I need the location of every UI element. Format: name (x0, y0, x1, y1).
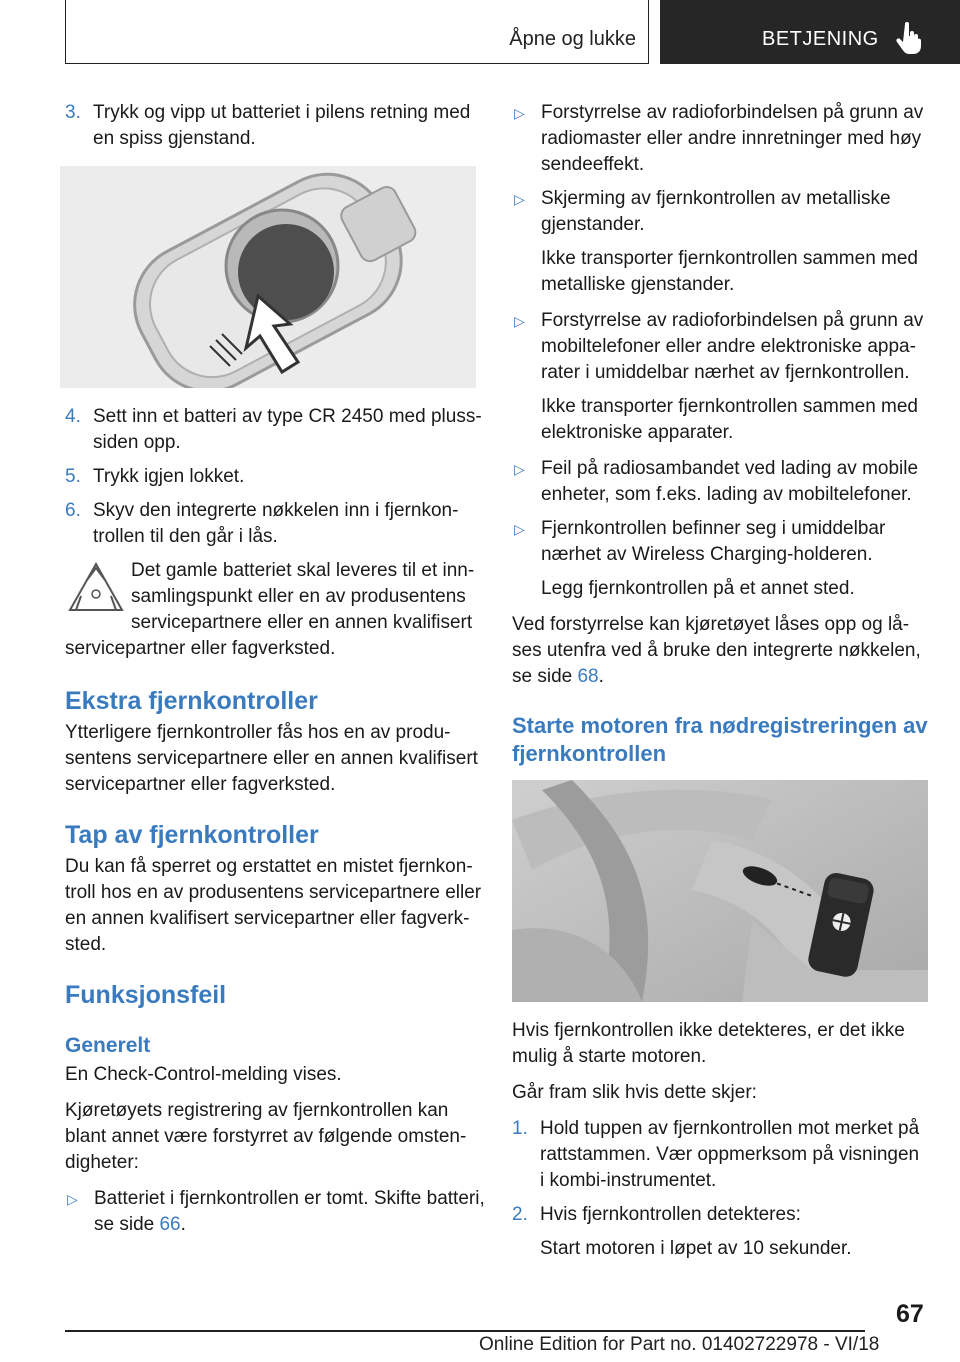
paragraph-general-2: Kjøretøyets registrering av fjernkontrollen kan blant annet være forstyrret av følgende omstendigheter: (65, 1100, 467, 1173)
step-number: 1. (512, 1118, 528, 1139)
heading-general: Generelt (65, 1034, 151, 1057)
bullet-radio-masts (512, 100, 928, 178)
bullet-mobile-phones (512, 308, 928, 386)
remote-battery-image (60, 166, 476, 388)
footer-divider (65, 1330, 865, 1332)
footer-edition: Online Edition for Part no. 01402722978 - VI/18 (479, 1334, 880, 1355)
bullet-text: Skjerming av fjernkontrollen av metalliske gjenstander. (541, 188, 891, 235)
triangle-right-icon: ▷ (514, 461, 525, 477)
triangle-right-icon: ▷ (514, 105, 525, 121)
bullet-shielding (512, 186, 928, 238)
step-text: Trykk igjen lokket. (93, 466, 245, 487)
bullet-text: Feil på radiosambandet ved lading av mobile enheter, som f.eks. lading av mobiltelefoner. (541, 458, 919, 505)
step-number: 3. (65, 102, 81, 123)
paragraph-lock (512, 612, 928, 690)
steering-column-illustration (512, 780, 928, 1002)
paragraph-general-1: En Check-Control-melding vises. (65, 1064, 342, 1085)
header-section-box (65, 0, 649, 64)
step-6 (65, 498, 485, 550)
bullet-text: Fjernkontrollen befinner seg i umiddelbar nærhet av Wireless Charging-holderen. (541, 518, 886, 565)
step-text: Hvis fjernkontrollen detekteres: (540, 1204, 801, 1225)
right-column (512, 100, 928, 1272)
triangle-right-icon: ▷ (67, 1191, 78, 1207)
recycle-text: Det gamle batteriet skal leveres til et innsamlingspunkt eller en av produsentens servicepartnere eller en annen kvalifisert servicepartner eller fagverksted. (65, 560, 475, 659)
bullet-battery-empty (65, 1186, 485, 1238)
step-4 (65, 404, 485, 456)
triangle-right-icon: ▷ (514, 313, 525, 329)
lock-end: . (598, 666, 604, 687)
key-battery-illustration (60, 166, 476, 388)
step-text: Hold tuppen av fjernkontrollen mot merket på rattstammen. Vær oppmerksom på visningen i kombi-instrumentet. (540, 1118, 920, 1191)
lock-text: Ved forstyrrelse kan kjøretøyet låses opp og låses utenfra ved å bruke den integrerte nøkkelen, se side (512, 614, 921, 687)
step-text: Trykk og vipp ut batteriet i pilens retning med en spiss gjenstand. (93, 102, 471, 149)
start-step-2 (512, 1202, 928, 1228)
bullet-text (94, 1186, 485, 1238)
step-text: Skyv den integrerte nøkkelen inn i fjernkontrollen til den går i lås. (93, 500, 459, 547)
start-step-1 (512, 1116, 928, 1194)
recycle-icon (65, 558, 127, 630)
header-chapter-box (660, 0, 960, 64)
step-text: Sett inn et batteri av type CR 2450 med pluss-siden opp. (93, 406, 482, 453)
bullet-note: Legg fjernkontrollen på et annet sted. (541, 578, 855, 599)
chapter-title: BETJENING (762, 28, 879, 50)
section-title: Åpne og lukke (509, 28, 636, 50)
paragraph-not-detected: Hvis fjernkontrollen ikke detekteres, er det ikke mulig å starte motoren. (512, 1020, 905, 1067)
heading-extra-remotes: Ekstra fjernkontroller (65, 687, 318, 715)
step-number: 2. (512, 1204, 528, 1225)
bullet-note: Ikke transporter fjernkontrollen sammen med metalliske gjenstander. (541, 248, 918, 295)
step-3 (65, 100, 485, 152)
paragraph-procedure: Går fram slik hvis dette skjer: (512, 1082, 757, 1103)
heading-lost-remote: Tap av fjernkontroller (65, 821, 319, 849)
page-link-66[interactable]: 66 (159, 1214, 181, 1235)
bullet-end: . (180, 1214, 186, 1235)
page-number: 67 (896, 1300, 924, 1328)
bullet-text: Forstyrrelse av radioforbindelsen på grunn av radiomaster eller andre innretninger med høy sendeeffekt. (541, 102, 924, 175)
heading-malfunction: Funksjonsfeil (65, 981, 227, 1009)
recycle-note (65, 558, 485, 662)
step-number: 5. (65, 466, 81, 487)
triangle-right-icon: ▷ (514, 521, 525, 537)
step-5 (65, 464, 485, 490)
steering-column-image (512, 780, 928, 1002)
page-link-68[interactable]: 68 (577, 666, 599, 687)
step-number: 6. (65, 500, 81, 521)
left-column (65, 100, 485, 1246)
triangle-right-icon: ▷ (514, 191, 525, 207)
bullet-charging (512, 456, 928, 508)
step-number: 4. (65, 406, 81, 427)
bullet-text: Forstyrrelse av radioforbindelsen på grunn av mobiltelefoner eller andre elektroniske apparater i umiddelbar nærhet av fjernkontrollen. (541, 310, 924, 383)
hand-pointer-icon (896, 22, 922, 54)
paragraph-extra: Ytterligere fjernkontroller fås hos en av produsentens servicepartnere eller en annen kvalifisert servicepartner eller fagverksted. (65, 722, 478, 795)
bullet-note: Ikke transporter fjernkontrollen sammen med elektroniske apparater. (541, 396, 918, 443)
bullet-body: Batteriet i fjernkontrollen er tomt. Skifte batteri, se side (94, 1188, 485, 1235)
paragraph-lost: Du kan få sperret og erstattet en mistet fjernkontroll hos en av produsentens servicepartnere eller en annen kvalifisert servicepartner eller fagverksted. (65, 856, 482, 955)
bullet-wireless-charging (512, 516, 928, 568)
step-note: Start motoren i løpet av 10 sekunder. (540, 1238, 852, 1259)
heading-start-engine: Starte motoren fra nødregistreringen av fjernkontrollen (512, 713, 928, 766)
